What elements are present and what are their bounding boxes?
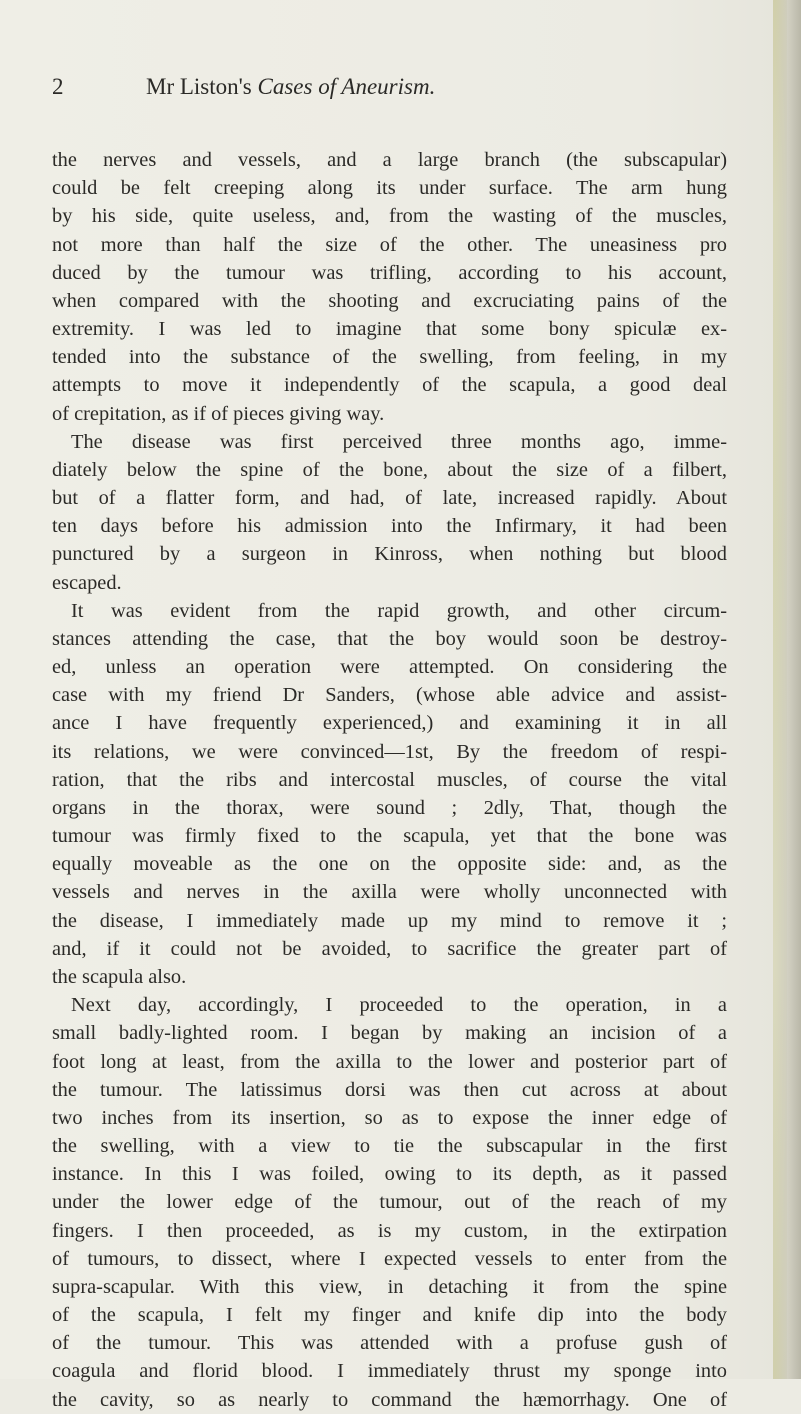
text-line: the cavity, so as nearly to command the hæmorrhagy. One of <box>52 1388 727 1411</box>
text-line: could be felt creeping along its under surface. The arm hung <box>52 177 727 200</box>
text-line: its relations, we were convinced—1st, By the freedom of respi- <box>52 740 727 763</box>
text-line: Next day, accordingly, I proceeded to the operation, in a <box>71 994 727 1017</box>
text-line: foot long at least, from the axilla to the lower and posterior part of <box>52 1050 727 1073</box>
page-edge-shadow <box>775 0 801 1379</box>
text-line: the nerves and vessels, and a large branch (the subscapular) <box>52 149 727 171</box>
text-line: attempts to move it independently of the scapula, a good deal <box>52 374 727 397</box>
text-line: fingers. I then proceeded, as is my custom, in the extirpation <box>52 1219 727 1242</box>
page-number: 2 <box>52 74 64 99</box>
text-line: the swelling, with a view to tie the subscapular in the first <box>52 1135 727 1158</box>
text-line: tumour was firmly fixed to the scapula, yet that the bone was <box>52 825 727 848</box>
text-line: escaped. <box>52 571 122 594</box>
text-line: tended into the substance of the swelling, from feeling, in my <box>52 346 727 369</box>
text-line: It was evident from the rapid growth, and other circum- <box>71 599 727 622</box>
text-line: and, if it could not be avoided, to sacrifice the greater part of <box>52 937 727 960</box>
text-line: The disease was first perceived three months ago, imme- <box>71 430 727 453</box>
text-line: not more than half the size of the other. The uneasiness pro <box>52 233 727 256</box>
text-line: punctured by a surgeon in Kinross, when nothing but blood <box>52 543 727 566</box>
text-line: two inches from its insertion, so as to expose the inner edge of <box>52 1106 727 1129</box>
running-header <box>52 74 727 108</box>
text-line: extremity. I was led to imagine that some bony spiculæ ex- <box>52 318 727 341</box>
text-line: equally moveable as the one on the opposite side: and, as the <box>52 853 727 876</box>
text-line: supra-scapular. With this view, in detaching it from the spine <box>52 1275 727 1298</box>
text-line: when compared with the shooting and excruciating pains of the <box>52 289 727 312</box>
text-line: the scapula also. <box>52 965 187 988</box>
running-title <box>146 74 435 100</box>
text-line: ance I have frequently experienced,) and examining it in all <box>52 712 727 735</box>
text-line: organs in the thorax, were sound ; 2dly, That, though the <box>52 796 727 819</box>
text-line: of the scapula, I felt my finger and knife dip into the body <box>52 1304 727 1327</box>
text-line: vessels and nerves in the axilla were wholly unconnected with <box>52 881 727 904</box>
text-line: of crepitation, as if of pieces giving way. <box>52 402 385 425</box>
text-line: of the tumour. This was attended with a profuse gush of <box>52 1332 727 1355</box>
running-title-italic: Cases of Aneurism. <box>257 74 436 99</box>
text-line: ten days before his admission into the Infirmary, it had been <box>52 515 727 538</box>
text-line: stances attending the case, that the boy would soon be destroy- <box>52 627 727 650</box>
text-line: ed, unless an operation were attempted. On considering the <box>52 656 727 679</box>
running-title-author: Mr Liston's <box>146 74 258 99</box>
text-line: but of a flatter form, and had, of late, increased rapidly. About <box>52 487 727 510</box>
text-line: case with my friend Dr Sanders, (whose able advice and assist- <box>52 684 727 707</box>
body-text <box>52 146 727 1414</box>
text-line: the tumour. The latissimus dorsi was then cut across at about <box>52 1078 727 1101</box>
text-line: ration, that the ribs and intercostal muscles, of course the vital <box>52 768 727 791</box>
text-line: small badly-lighted room. I began by making an incision of a <box>52 1022 727 1045</box>
text-line: under the lower edge of the tumour, out of the reach of my <box>52 1191 727 1214</box>
text-line: instance. In this I was foiled, owing to its depth, as it passed <box>52 1163 727 1186</box>
text-line: by his side, quite useless, and, from the wasting of the muscles, <box>52 205 727 228</box>
text-line: coagula and florid blood. I immediately thrust my sponge into <box>52 1360 727 1383</box>
text-line: duced by the tumour was trifling, according to his account, <box>52 261 727 284</box>
text-line: diately below the spine of the bone, about the size of a filbert, <box>52 458 727 481</box>
text-line: of tumours, to dissect, where I expected vessels to enter from the <box>52 1247 727 1270</box>
text-line: the disease, I immediately made up my mind to remove it ; <box>52 909 727 932</box>
